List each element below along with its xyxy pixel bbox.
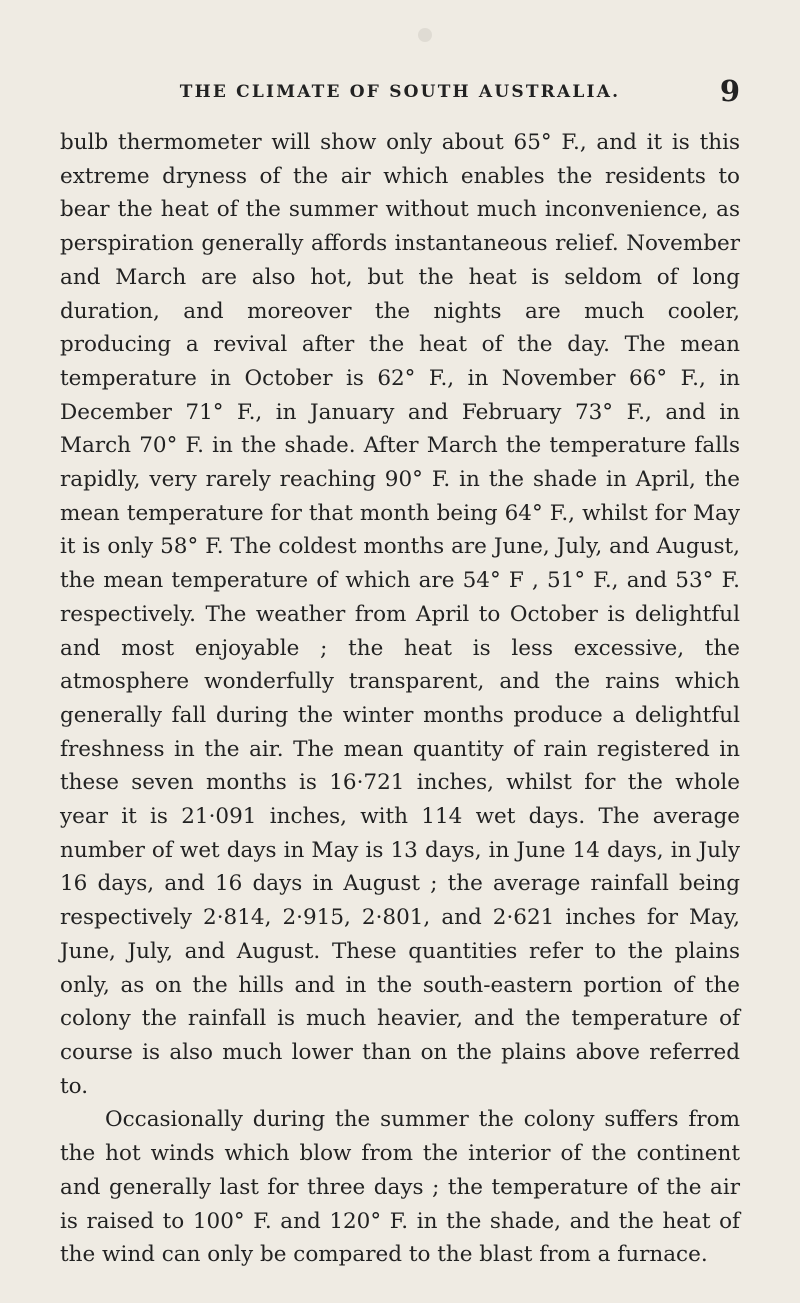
paragraph-hot-winds: Occasionally during the summer the colony suffers from the hot winds which blow from the interior of the continent and generally last for three days ; the temperature of the air is raised to 100° F. and 120° F. in the shade, and the heat of the wind can only be compared to the blast from a furnace. [60, 1107, 740, 1268]
running-title: THE CLIMATE OF SOUTH AUSTRALIA. [179, 82, 621, 102]
running-head [60, 74, 740, 110]
paragraph-continued: bulb thermometer will show only about 65° F., and it is this extreme dryness of the air which enables the residents to bear the heat of the summer without much inconvenience, as perspiration generally affords instantaneous relief. November and March are also hot, but the heat is seldom of long duration, and moreover the nights are much cooler, producing a revival after the heat of the day. The mean temperature in October is 62° F., in November 66° F., in December 71° F., in January and February 73° F., and in March 70° F. in the shade. After March the temperature falls rapidly, very rarely reaching 90° F. in the shade in April, the mean temperature for that month being 64° F., whilst for May it is only 58° F. The coldest months are June, July, and August, the mean temperature of which are 54° F , 51° F., and 53° F. respectively. The weather from April to October is delightful and most enjoyable ; the heat is less excessive, the atmosphere wonderfully transparent, and the rains which generally fall during the winter months produce a delightful freshness in the air. The mean quantity of rain registered in these seven months is 16·721 inches, whilst for the whole year it is 21·091 inches, with 114 wet days. The average number of wet days in May is 13 days, in June 14 days, in July 16 days, and 16 days in August ; the average rainfall being respectively 2·814, 2·915, 2·801, and 2·621 inches for May, June, July, and August. These quantities refer to the plains only, as on the hills and in the south-eastern portion of the colony the rainfall is much heavier, and the temperature of course is also much lower than on the plains above referred to. [60, 130, 740, 1099]
page-number: 9 [719, 74, 740, 108]
body-text [60, 126, 740, 1272]
paper-blemish [418, 28, 432, 42]
